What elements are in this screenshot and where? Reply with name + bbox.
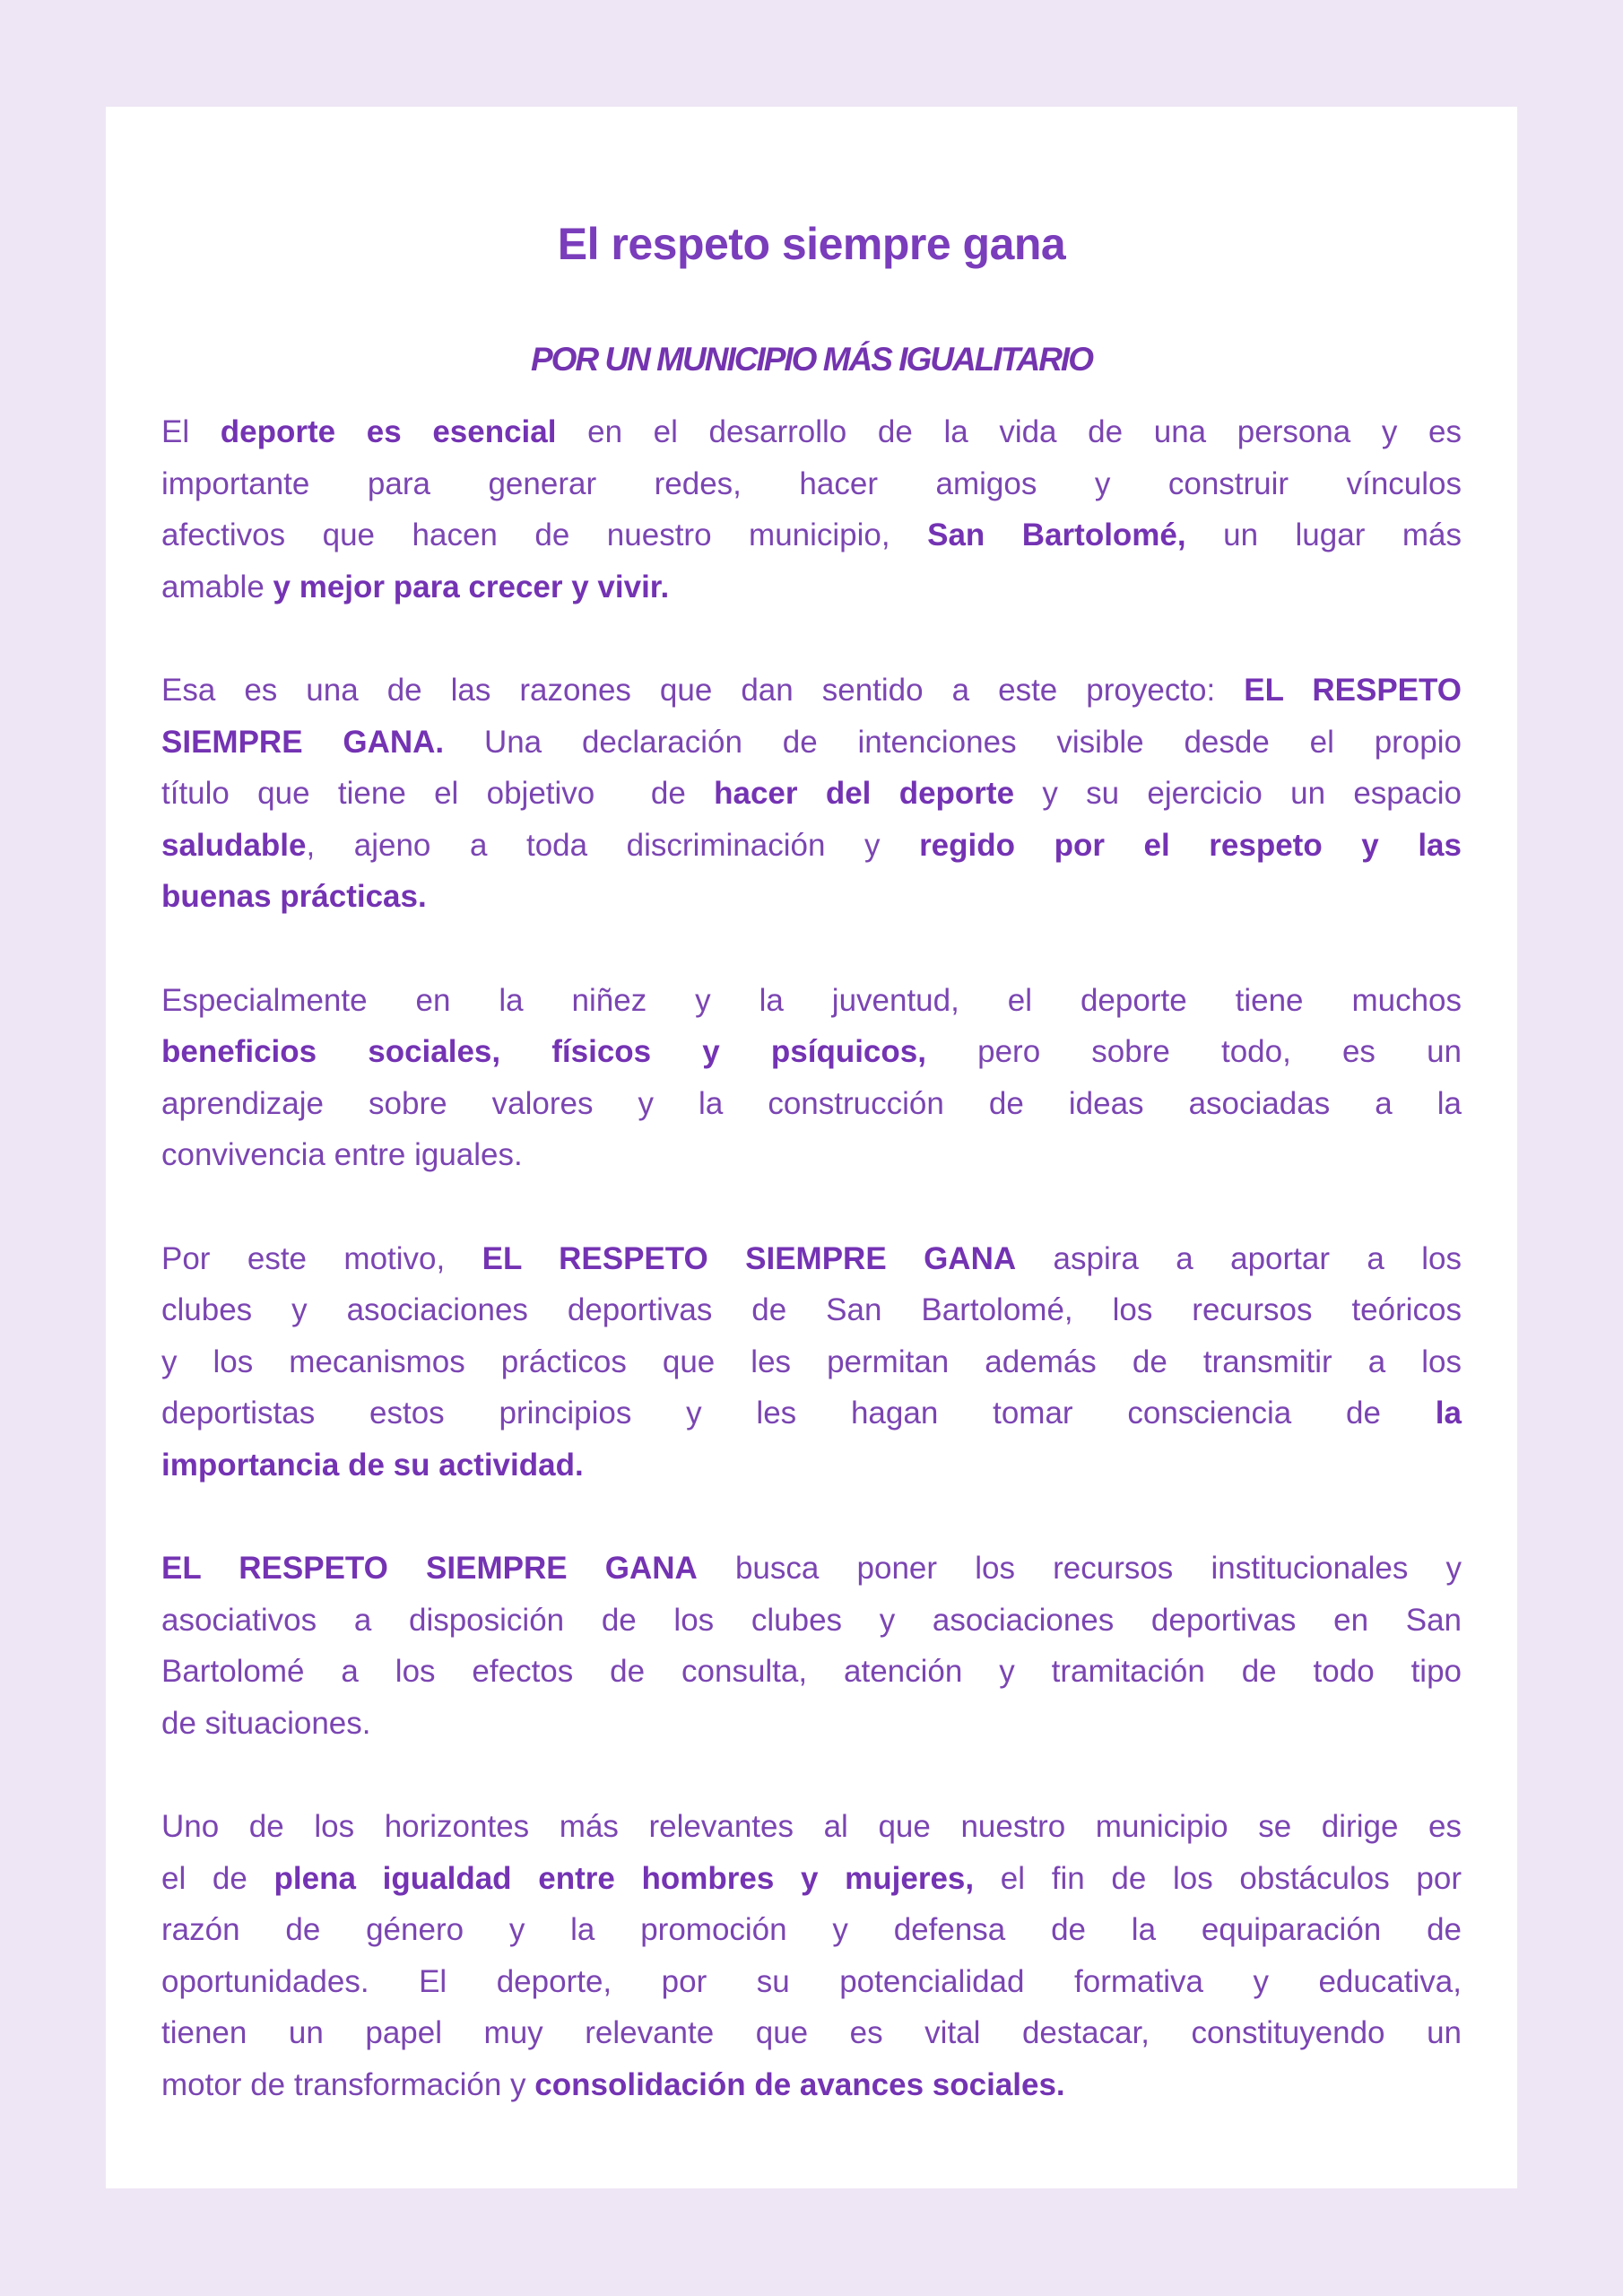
text-line <box>161 975 1462 1027</box>
text-line <box>161 1595 1462 1647</box>
text-line <box>161 406 1462 458</box>
body-text: en el desarrollo de la vida de una persona y es <box>556 414 1462 449</box>
body-text: y su ejercicio un espacio <box>1014 776 1462 812</box>
text-line <box>161 1336 1462 1388</box>
text-line <box>161 1904 1462 1956</box>
text-line <box>161 1129 1462 1181</box>
body-text: El <box>161 414 221 449</box>
bold-text: EL RESPETO SIEMPRE GANA <box>482 1240 1017 1276</box>
text-line <box>161 1698 1462 1750</box>
bold-text: SIEMPRE GANA. <box>161 724 445 760</box>
paragraph-1 <box>161 406 1462 613</box>
paragraph-4 <box>161 1233 1462 1492</box>
body-text: busca poner los recursos institucionales y <box>697 1551 1462 1587</box>
body-text: motor de transformación y <box>161 2067 535 2102</box>
text-line <box>161 2059 1462 2111</box>
bold-text: EL RESPETO <box>1244 672 1462 708</box>
body-text: tienen un papel muy relevante que es vital destacar, constituyendo un <box>161 2015 1462 2051</box>
paragraph-3 <box>161 975 1462 1181</box>
text-line <box>161 871 1462 923</box>
body-text: razón de género y la promoción y defensa de la equiparación de <box>161 1912 1462 1948</box>
body-text: y los mecanismos prácticos que les permitan además de transmitir a los <box>161 1344 1462 1379</box>
text-line <box>161 1801 1462 1853</box>
bold-text: importancia de su actividad. <box>161 1447 584 1483</box>
text-line <box>161 1439 1462 1492</box>
bold-text: San Bartolomé, <box>927 517 1186 553</box>
paragraph-6 <box>161 1801 1462 2111</box>
bold-text: plena igualdad entre hombres y mujeres, <box>273 1860 975 1896</box>
page-subtitle: POR UN MUNICIPIO MÁS IGUALITARIO <box>531 340 1092 378</box>
bold-text: consolidación de avances sociales. <box>534 2067 1065 2102</box>
body-text: Bartolomé a los efectos de consulta, atención y tramitación de todo tipo <box>161 1654 1462 1690</box>
text-line <box>161 1026 1462 1078</box>
text-line <box>161 768 1462 820</box>
page-title: El respeto siempre gana <box>557 218 1066 269</box>
body-text: , ajeno a toda discriminación y <box>306 827 920 863</box>
text-line <box>161 717 1462 769</box>
bold-text: beneficios sociales, físicos y psíquicos, <box>161 1034 926 1070</box>
bold-text: y mejor para crecer y vivir. <box>273 569 670 604</box>
text-line <box>161 1284 1462 1336</box>
body-text: un lugar más <box>1185 517 1462 553</box>
body-text: de situaciones. <box>161 1705 371 1741</box>
body-text: Una declaración de intenciones visible desde el propio <box>444 724 1462 760</box>
body-text: aprendizaje sobre valores y la construcción de ideas asociadas a la <box>161 1085 1462 1121</box>
bold-text: hacer del deporte <box>714 776 1015 812</box>
body-text: el de <box>161 1860 274 1896</box>
paragraph-5 <box>161 1543 1462 1749</box>
text-line <box>161 1233 1462 1285</box>
body-text: amable <box>161 569 273 604</box>
text-line <box>161 1956 1462 2008</box>
text-line <box>161 665 1462 717</box>
body-text: afectivos que hacen de nuestro municipio, <box>161 517 928 553</box>
document-body <box>161 406 1462 2162</box>
bold-text: saludable <box>161 827 307 863</box>
text-line <box>161 561 1462 613</box>
paragraph-2 <box>161 665 1462 923</box>
bold-text: deporte es esencial <box>220 414 557 449</box>
text-line <box>161 1543 1462 1595</box>
body-text: pero sobre todo, es un <box>925 1034 1462 1070</box>
text-line <box>161 1078 1462 1130</box>
text-line <box>161 1853 1462 1905</box>
body-text: asociativos a disposición de los clubes y asociaciones deportivas en San <box>161 1602 1462 1638</box>
body-text: Por este motivo, <box>161 1240 482 1276</box>
text-line <box>161 458 1462 510</box>
body-text: importante para generar redes, hacer amigos y construir vínculos <box>161 465 1462 501</box>
body-text: clubes y asociaciones deportivas de San Bartolomé, los recursos teóricos <box>161 1292 1462 1328</box>
text-line <box>161 2007 1462 2059</box>
text-line <box>161 509 1462 561</box>
bold-text: la <box>1435 1396 1462 1431</box>
body-text: título que tiene el objetivo de <box>161 776 715 812</box>
text-line <box>161 1387 1462 1439</box>
text-line <box>161 1646 1462 1698</box>
body-text: convivencia entre iguales. <box>161 1137 523 1173</box>
body-text: Especialmente en la niñez y la juventud, el deporte tiene muchos <box>161 982 1462 1018</box>
body-text: aspira a aportar a los <box>1016 1240 1462 1276</box>
bold-text: EL RESPETO SIEMPRE GANA <box>161 1551 698 1587</box>
bold-text: buenas prácticas. <box>161 879 427 915</box>
text-line <box>161 820 1462 872</box>
body-text: oportunidades. El deporte, por su potencialidad formativa y educativa, <box>161 1963 1462 1999</box>
body-text: deportistas estos principios y les hagan tomar consciencia de <box>161 1396 1436 1431</box>
body-text: Uno de los horizontes más relevantes al que nuestro municipio se dirige es <box>161 1809 1462 1845</box>
bold-text: regido por el respeto y las <box>919 827 1462 863</box>
body-text: Esa es una de las razones que dan sentido a este proyecto: <box>161 672 1245 708</box>
body-text: el fin de los obstáculos por <box>974 1860 1462 1896</box>
